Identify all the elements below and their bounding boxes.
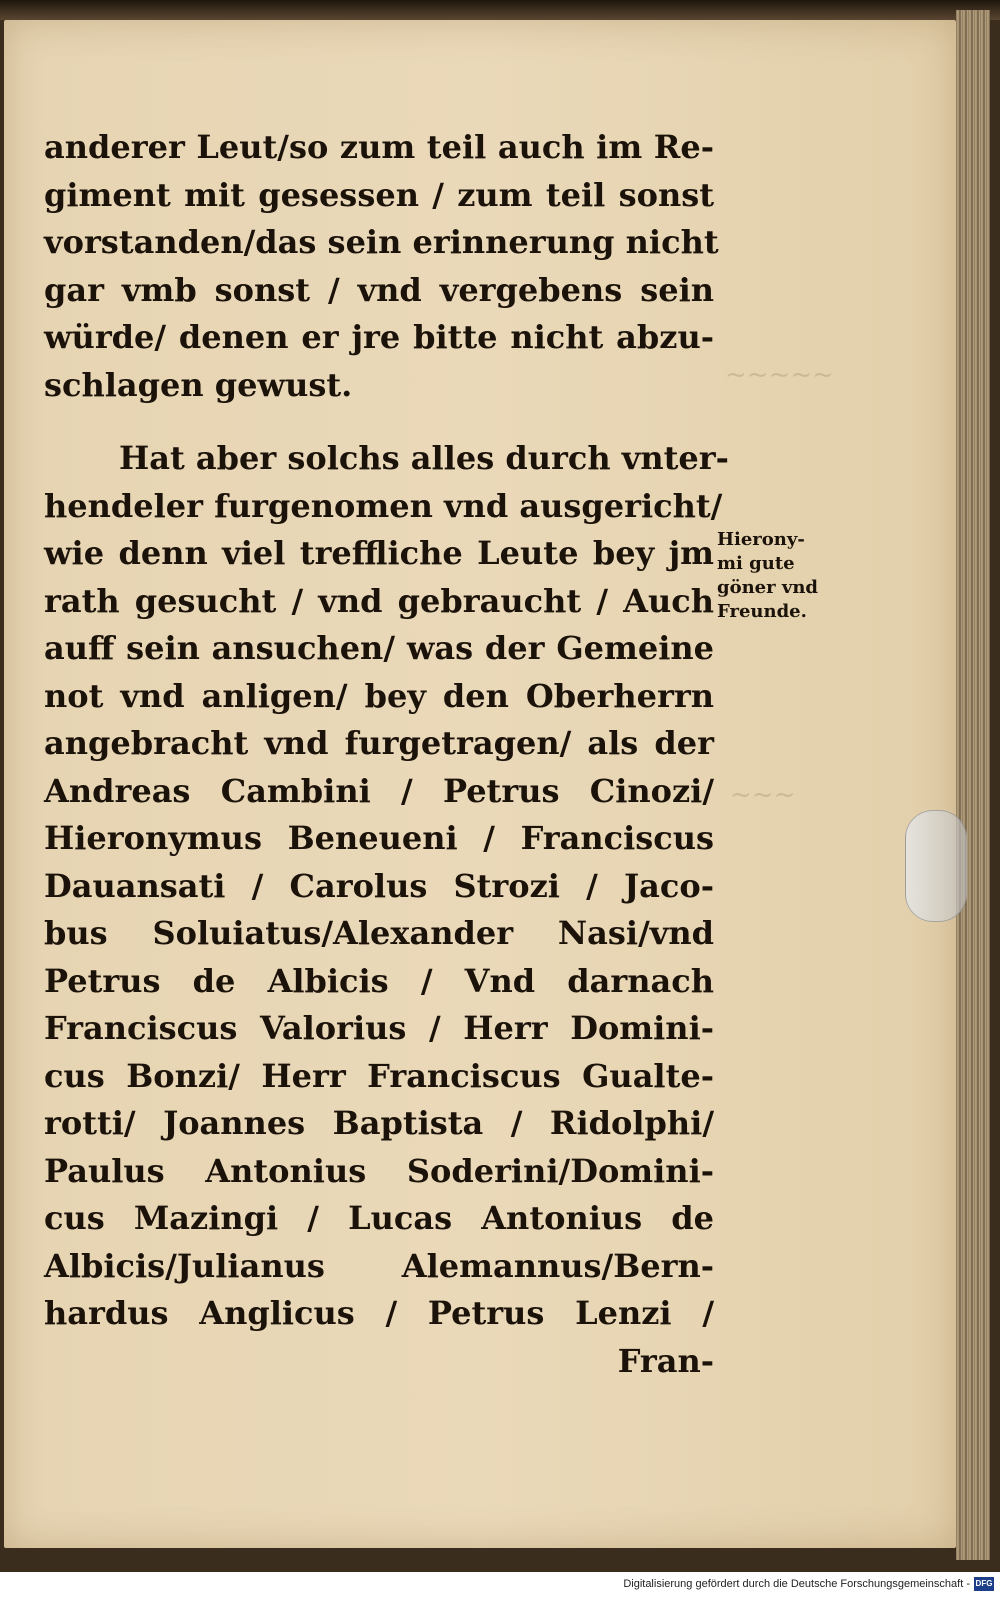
text-line: Andreas Cambini / Petrus Cinozi/ (44, 771, 714, 810)
digitization-credit: Digitalisierung gefördert durch die Deutsche Forschungsgemeinschaft - (623, 1578, 970, 1590)
text-line: hardus Anglicus / Petrus Lenzi / (44, 1294, 714, 1332)
text-line: bus Soluiatus/Alexander Nasi/vnd (44, 914, 714, 952)
text-line: anderer Leut/so zum teil auch im Re- (44, 128, 714, 166)
marginal-note-line: mi gute (717, 553, 795, 574)
text-line: Hat aber solchs alles durch vnter- (119, 439, 729, 477)
text-line: gar vmb sonst / vnd vergebens sein (44, 270, 714, 309)
text-line: rotti/ Joannes Baptista / Ridolphi/ (44, 1104, 714, 1142)
text-line: würde/ denen er jre bitte nicht abzu- (44, 318, 714, 356)
text-line: Hieronymus Beneueni / Franciscus (44, 819, 714, 857)
book-page-edge (956, 10, 990, 1560)
marginal-note (717, 528, 847, 624)
text-line: Paulus Antonius Soderini/Domini- (44, 1151, 714, 1190)
marginal-note-line: Hierony- (717, 529, 805, 550)
marginal-note-line: göner vnd (717, 577, 819, 598)
catchword: Fran- (617, 1341, 714, 1380)
text-line: wie denn viel treffliche Leute bey jm (44, 534, 714, 572)
text-line: Albicis/Julianus Alemannus/Bern- (44, 1246, 714, 1285)
bleed-through-text: ~~~ (730, 780, 796, 810)
credit-bar (0, 1572, 1000, 1598)
text-line: cus Bonzi/ Herr Franciscus Gualte- (44, 1056, 714, 1095)
text-line: schlagen gewust. (44, 365, 353, 404)
text-line: Dauansati / Carolus Strozi / Jaco- (44, 866, 714, 905)
text-line: Petrus de Albicis / Vnd darnach (44, 961, 714, 1000)
page-clip (905, 810, 967, 922)
text-line: Franciscus Valorius / Herr Domini- (44, 1009, 714, 1047)
main-text-block (44, 124, 729, 1385)
dfg-logo: DFG (974, 1577, 994, 1591)
book-top-edge (0, 0, 1000, 20)
text-line: auff sein ansuchen/ was der Gemeine (44, 629, 714, 667)
text-line: giment mit gesessen / zum teil sonst (44, 175, 714, 214)
text-line: angebracht vnd furgetragen/ als der (44, 724, 714, 762)
text-line: hendeler furgenomen vnd ausgericht/ (44, 486, 723, 525)
text-line: vorstanden/das sein erinnerung nicht (44, 223, 719, 261)
bleed-through-text: ~~~~~ (725, 360, 834, 390)
text-line: cus Mazingi / Lucas Antonius de (44, 1199, 714, 1237)
marginal-note-line: Freunde. (717, 601, 807, 622)
text-line: rath gesucht / vnd gebraucht / Auch (44, 581, 714, 620)
text-line: not vnd anligen/ bey den Oberherrn (44, 676, 714, 715)
